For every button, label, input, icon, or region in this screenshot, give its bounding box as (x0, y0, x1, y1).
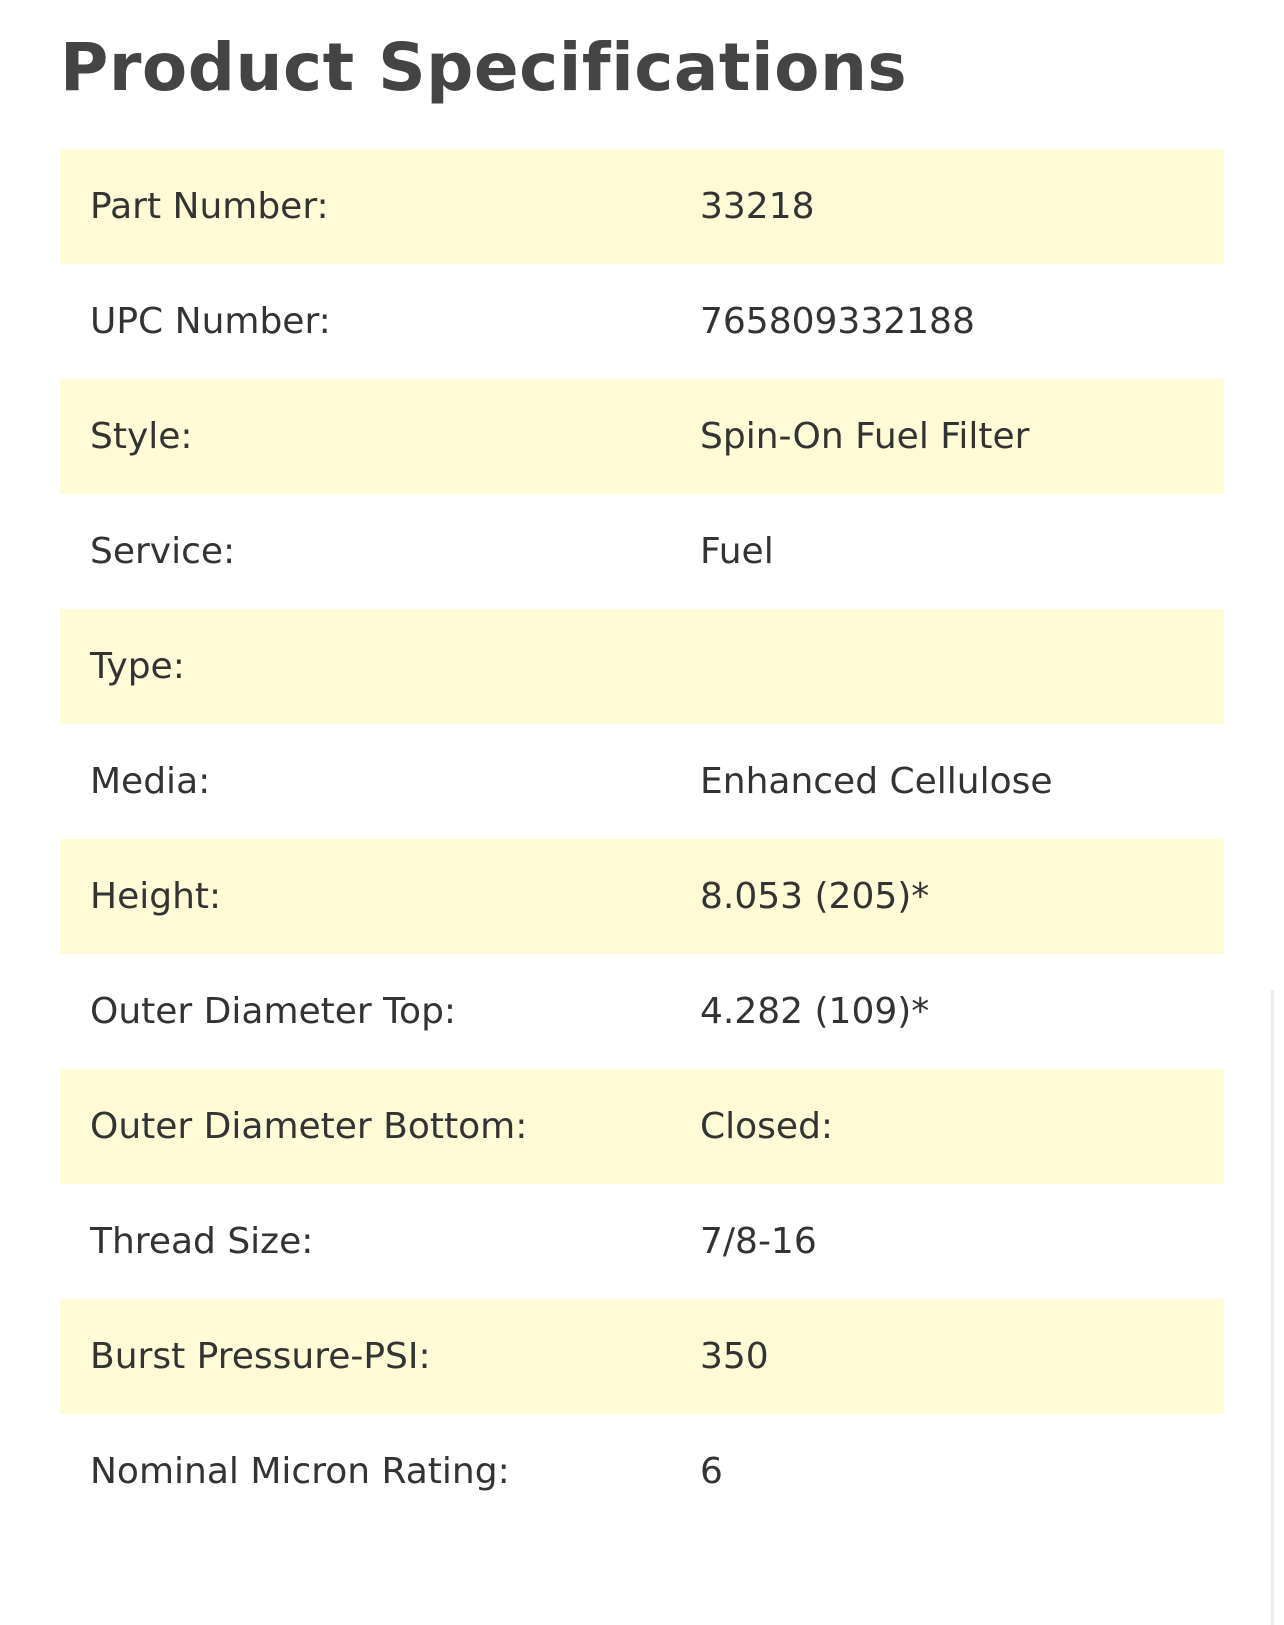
spec-value: 6 (700, 1414, 1224, 1529)
spec-value: 765809332188 (700, 264, 1224, 379)
table-row-media (60, 724, 1224, 839)
spec-label: Outer Diameter Bottom: (60, 1069, 700, 1184)
spec-value: 7/8-16 (700, 1184, 1224, 1299)
spec-value: 8.053 (205)* (700, 839, 1224, 954)
table-row-nominal-micron-rating (60, 1414, 1224, 1529)
scrollbar-track[interactable] (1271, 990, 1274, 1625)
spec-value: Spin-On Fuel Filter (700, 379, 1224, 494)
spec-value: 33218 (700, 149, 1224, 264)
table-row-type (60, 609, 1224, 724)
spec-label: Thread Size: (60, 1184, 700, 1299)
spec-label: Height: (60, 839, 700, 954)
table-row-outer-diameter-bottom (60, 1069, 1224, 1184)
spec-value (700, 609, 1224, 724)
spec-value: Closed: (700, 1069, 1224, 1184)
spec-label: Nominal Micron Rating: (60, 1414, 700, 1529)
spec-value: 4.282 (109)* (700, 954, 1224, 1069)
spec-label: UPC Number: (60, 264, 700, 379)
spec-label: Outer Diameter Top: (60, 954, 700, 1069)
spec-table (60, 149, 1224, 1529)
table-row-outer-diameter-top (60, 954, 1224, 1069)
spec-label: Media: (60, 724, 700, 839)
table-row-burst-pressure (60, 1299, 1224, 1414)
table-row-thread-size (60, 1184, 1224, 1299)
table-row-style (60, 379, 1224, 494)
table-row-part-number (60, 149, 1224, 264)
table-row-service (60, 494, 1224, 609)
table-row-upc-number (60, 264, 1224, 379)
page-title: Product Specifications (60, 29, 908, 106)
spec-label: Style: (60, 379, 700, 494)
spec-value: 350 (700, 1299, 1224, 1414)
spec-label: Service: (60, 494, 700, 609)
spec-value: Fuel (700, 494, 1224, 609)
spec-label: Type: (60, 609, 700, 724)
spec-label: Part Number: (60, 149, 700, 264)
table-row-height (60, 839, 1224, 954)
spec-label: Burst Pressure-PSI: (60, 1299, 700, 1414)
spec-value: Enhanced Cellulose (700, 724, 1224, 839)
